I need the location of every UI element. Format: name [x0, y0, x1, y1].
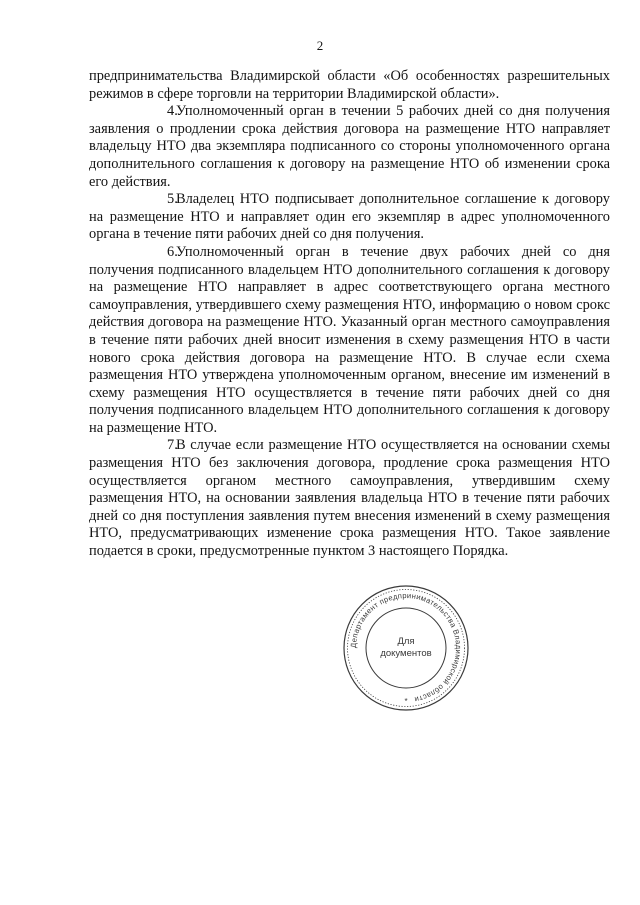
page-number: 2 [316, 38, 324, 53]
paragraph-continuation [89, 68, 610, 103]
paragraph-text: Уполномоченный орган в течении 5 рабочих дней со дня получения заявления о продлении срока действия договора на размещение НТО направляет владельцу НТО два экземпляра подписанного со стороны уполномоченного органа дополнительного соглашения к договору на размещение НТО об изменении срока его действия. [89, 103, 610, 190]
stamp-seal-icon [341, 583, 471, 713]
stamp-center-line-2: документов [380, 648, 432, 659]
paragraph-number: 7. [167, 437, 178, 454]
paragraph-text: Уполномоченный орган в течение двух рабочих дней со дня получения подписанного владельцем НТО дополнительного соглашения к договору на размещение НТО направляет в адрес соответствующего органа местного самоуправления, утвердившего схему размещения НТО, информацию о новом срокс действия договора на размещение НТО. Указанный орган местного самоуправления в течение пяти рабочих дней вносит изменения в схему размещения НТО в части нового срока действия договора на размещение НТО. В случае если схема размещения НТО утверждена уполномоченным органом, внесение им изменений в схему размещения НТО осуществляется в течение пяти рабочих дней со дня получения подписанного владельцем НТО дополнительного соглашения к договору на размещение НТО. [89, 243, 610, 436]
official-stamp [341, 583, 471, 713]
paragraph-number: 5. [167, 191, 178, 208]
paragraph-item-7 [89, 437, 610, 560]
paragraph-text: предпринимательства Владимирской области «Об особенностях разрешительных режимов в сфере торговли на территории Владимирской области». [89, 68, 610, 102]
paragraph-number: 6. [167, 243, 178, 260]
paragraph-item-5 [89, 191, 610, 244]
paragraph-text: Владелец НТО подписывает дополнительное соглашение к договору на размещение НТО и направляет один его экземпляр в адрес уполномоченного органа в течение пяти рабочих дней со дня получения. [89, 191, 610, 243]
paragraph-item-4 [89, 103, 610, 191]
paragraph-text: В случае если размещение НТО осуществляется на основании схемы размещения НТО без заключения договора, продление срока размещения НТО осуществляется органом местного самоуправления, утвердившим схему размещения НТО, на основании заявления владельца НТО в течение пяти рабочих дней со дня поступления заявления путем внесения изменений в схему размещения НТО, предусматривающих изменение срока размещения НТО. Такое заявление подается в сроки, предусмотренные пунктом 3 настоящего Порядка. [89, 437, 610, 560]
stamp-ring-text: Департамент предпринимательства Владимирской области [348, 590, 464, 705]
star-icon: * [404, 697, 408, 706]
document-body [89, 68, 610, 561]
paragraph-item-6 [89, 244, 610, 438]
paragraph-number: 4. [167, 103, 178, 120]
stamp-center-line-1: Для [397, 636, 415, 647]
